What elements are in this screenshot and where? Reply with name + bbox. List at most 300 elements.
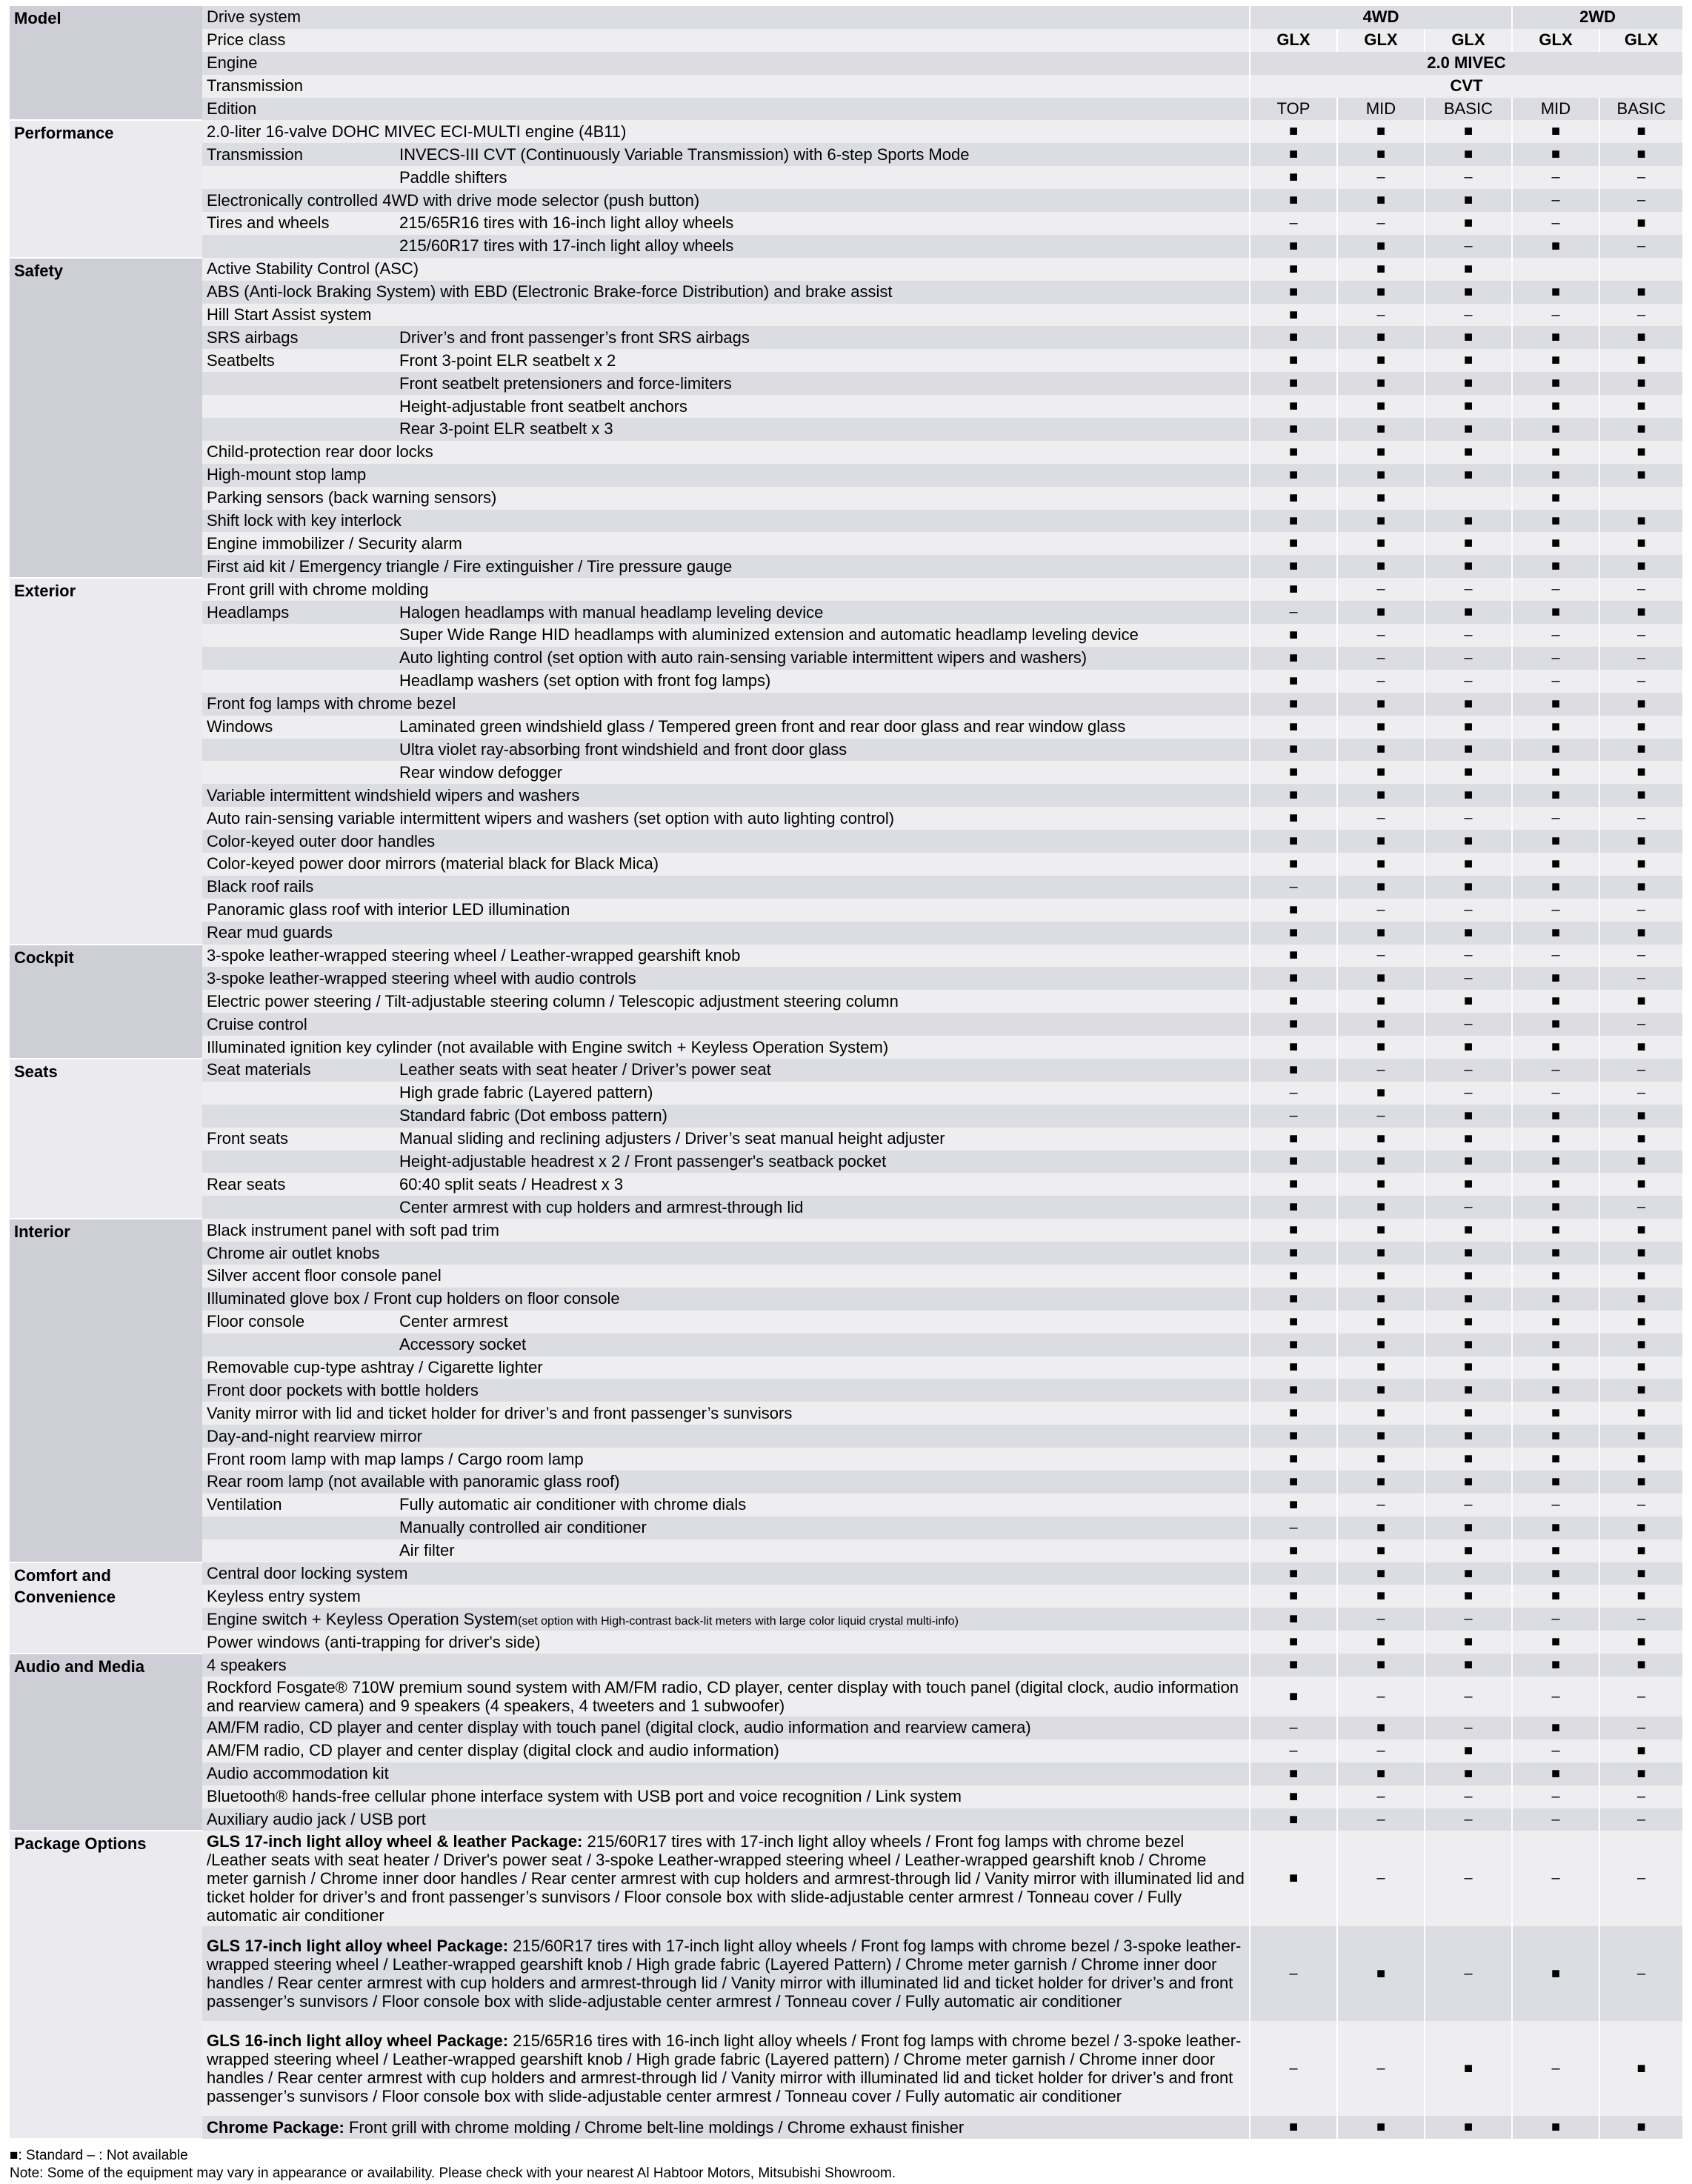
feature-name: Center armrest with cup holders and armrest-through lid bbox=[395, 1196, 1250, 1219]
availability-mark: – bbox=[1599, 1494, 1682, 1517]
spec-row bbox=[10, 555, 1682, 578]
spec-row bbox=[10, 830, 1682, 853]
availability-mark: ■ bbox=[1425, 510, 1512, 533]
availability-mark: ■ bbox=[1250, 1036, 1337, 1059]
availability-mark: ■ bbox=[1512, 853, 1599, 876]
availability-mark: ■ bbox=[1250, 487, 1337, 510]
availability-mark: ■ bbox=[1337, 830, 1425, 853]
feature-name: Leather seats with seat heater / Driver’s power seat bbox=[395, 1059, 1250, 1082]
availability-mark: ■ bbox=[1512, 510, 1599, 533]
feature-note: (set option with High-contrast back-lit meters with large color liquid crystal multi-info) bbox=[518, 1614, 959, 1628]
availability-mark: ■ bbox=[1337, 395, 1425, 418]
availability-mark: – bbox=[1599, 235, 1682, 258]
availability-mark: – bbox=[1425, 235, 1512, 258]
availability-mark: ■ bbox=[1425, 418, 1512, 441]
availability-mark: ■ bbox=[1250, 1562, 1337, 1585]
availability-mark bbox=[1599, 258, 1682, 281]
availability-mark: ■ bbox=[1512, 281, 1599, 304]
feature-name bbox=[202, 464, 1250, 487]
availability-mark: ■ bbox=[1599, 1585, 1682, 1608]
spec-row bbox=[10, 876, 1682, 899]
availability-mark: – bbox=[1250, 1105, 1337, 1128]
spec-row bbox=[10, 1311, 1682, 1334]
availability-mark: ■ bbox=[1337, 761, 1425, 784]
spec-row bbox=[10, 945, 1682, 968]
availability-mark: ■ bbox=[1250, 1808, 1337, 1831]
availability-mark: ■ bbox=[1599, 990, 1682, 1013]
feature-group bbox=[202, 1539, 395, 1562]
feature-group bbox=[202, 670, 395, 693]
availability-mark: – bbox=[1337, 624, 1425, 647]
feature-text: AM/FM radio, CD player and center display (digital clock and audio information) bbox=[207, 1741, 779, 1760]
feature-text: Rear room lamp (not available with panoramic glass roof) bbox=[207, 1472, 620, 1491]
feature-name bbox=[202, 1654, 1250, 1677]
availability-mark: ■ bbox=[1599, 1562, 1682, 1585]
availability-mark: ■ bbox=[1337, 1356, 1425, 1379]
availability-mark: ■ bbox=[1337, 922, 1425, 945]
feature-group bbox=[202, 235, 395, 258]
feature-name: Halogen headlamps with manual headlamp leveling device bbox=[395, 601, 1250, 624]
feature-name bbox=[202, 1717, 1250, 1739]
availability-mark: – bbox=[1425, 1082, 1512, 1105]
feature-name bbox=[202, 258, 1250, 281]
feature-name bbox=[202, 532, 1250, 555]
availability-mark: ■ bbox=[1337, 1471, 1425, 1494]
availability-mark: ■ bbox=[1337, 372, 1425, 395]
availability-mark: ■ bbox=[1250, 1762, 1337, 1785]
availability-mark: – bbox=[1250, 1926, 1337, 2021]
feature-group: Windows bbox=[202, 716, 395, 739]
availability-mark: ■ bbox=[1250, 578, 1337, 601]
availability-mark: – bbox=[1425, 166, 1512, 189]
availability-mark: ■ bbox=[1512, 922, 1599, 945]
availability-mark: ■ bbox=[1337, 1311, 1425, 1334]
feature-group: Front seats bbox=[202, 1128, 395, 1151]
availability-mark: ■ bbox=[1599, 372, 1682, 395]
availability-mark: ■ bbox=[1250, 922, 1337, 945]
availability-mark: ■ bbox=[1425, 441, 1512, 464]
availability-mark: ■ bbox=[1337, 693, 1425, 716]
spec-row bbox=[10, 990, 1682, 1013]
price-class: GLX bbox=[1599, 29, 1682, 52]
availability-mark: – bbox=[1425, 1926, 1512, 2021]
feature-text: Central door locking system bbox=[207, 1564, 408, 1582]
availability-mark: ■ bbox=[1337, 739, 1425, 762]
feature-text: Panoramic glass roof with interior LED illumination bbox=[207, 900, 570, 919]
availability-mark: ■ bbox=[1599, 1425, 1682, 1448]
feature-group bbox=[202, 1517, 395, 1539]
feature-group bbox=[202, 418, 395, 441]
spec-row bbox=[10, 1356, 1682, 1379]
package-title: Chrome Package: bbox=[207, 2118, 344, 2137]
availability-mark: – bbox=[1337, 1059, 1425, 1082]
availability-mark: ■ bbox=[1425, 326, 1512, 349]
availability-mark: ■ bbox=[1250, 670, 1337, 693]
availability-mark: – bbox=[1512, 1831, 1599, 1926]
availability-mark: ■ bbox=[1599, 2116, 1682, 2139]
availability-mark: – bbox=[1250, 1717, 1337, 1739]
availability-mark: ■ bbox=[1250, 1173, 1337, 1196]
feature-text: Illuminated ignition key cylinder (not available with Engine switch + Keyless Operation System) bbox=[207, 1037, 889, 1056]
availability-mark: ■ bbox=[1512, 555, 1599, 578]
availability-mark: ■ bbox=[1512, 1539, 1599, 1562]
availability-mark: – bbox=[1512, 1677, 1599, 1717]
feature-text: Child-protection rear door locks bbox=[207, 442, 433, 462]
feature-name bbox=[202, 1808, 1250, 1831]
feature-text: Removable cup-type ashtray / Cigarette lighter bbox=[207, 1357, 543, 1376]
availability-mark: ■ bbox=[1512, 418, 1599, 441]
availability-mark: – bbox=[1512, 189, 1599, 212]
drive-4wd-header: 4WD bbox=[1250, 6, 1512, 29]
feature-group bbox=[202, 372, 395, 395]
availability-mark: – bbox=[1337, 166, 1425, 189]
availability-mark: ■ bbox=[1512, 1517, 1599, 1539]
availability-mark: ■ bbox=[1599, 784, 1682, 807]
feature-name: Ultra violet ray-absorbing front windshield and front door glass bbox=[395, 739, 1250, 762]
availability-mark: ■ bbox=[1512, 739, 1599, 762]
availability-mark: – bbox=[1512, 304, 1599, 327]
spec-row bbox=[10, 761, 1682, 784]
header-row-price bbox=[10, 29, 1682, 52]
availability-mark: ■ bbox=[1425, 1242, 1512, 1265]
package-text: 215/65R16 tires with 16-inch light alloy wheels / Front fog lamps with chrome bezel / 3-spoke leather-wrapped steering wheel / Leather-wrapped gearshift knob / High grade fabric (Layered pattern) / Chrome meter garnish / Chrome inner door handles / Rear center armrest with cup holders and armrest-through lid / Vanity mirror with illuminated lid and ticket holder for driver’s and front passenger’s sunvisors / Floor console box with slide-adjustable center armrest / Tonneau cover / Fully automatic air conditioner bbox=[207, 2031, 1242, 2106]
spec-row bbox=[10, 441, 1682, 464]
package-description bbox=[202, 1926, 1250, 2021]
availability-mark: ■ bbox=[1425, 601, 1512, 624]
section-label: Cockpit bbox=[10, 945, 202, 1059]
spec-row bbox=[10, 1677, 1682, 1717]
feature-name bbox=[202, 967, 1250, 990]
availability-mark: ■ bbox=[1512, 1402, 1599, 1425]
feature-text: Silver accent floor console panel bbox=[207, 1266, 442, 1285]
availability-mark: – bbox=[1599, 1808, 1682, 1831]
feature-text: Parking sensors (back warning sensors) bbox=[207, 488, 497, 507]
feature-text: Auto rain-sensing variable intermittent wipers and washers (set option with auto lighting control) bbox=[207, 808, 895, 828]
availability-mark: ■ bbox=[1512, 395, 1599, 418]
feature-group bbox=[202, 1082, 395, 1105]
availability-mark: – bbox=[1337, 807, 1425, 830]
spec-row bbox=[10, 1242, 1682, 1265]
availability-mark: ■ bbox=[1425, 1356, 1512, 1379]
availability-mark: ■ bbox=[1337, 281, 1425, 304]
availability-mark: – bbox=[1512, 647, 1599, 670]
availability-mark: ■ bbox=[1250, 372, 1337, 395]
feature-name bbox=[202, 1562, 1250, 1585]
feature-text: Auxiliary audio jack / USB port bbox=[207, 1810, 426, 1829]
feature-name: 215/65R16 tires with 16-inch light alloy wheels bbox=[395, 212, 1250, 235]
availability-mark: – bbox=[1599, 1785, 1682, 1808]
availability-mark: ■ bbox=[1599, 281, 1682, 304]
spec-sheet bbox=[10, 6, 1682, 2140]
availability-mark: ■ bbox=[1512, 1334, 1599, 1356]
availability-mark: ■ bbox=[1599, 876, 1682, 899]
availability-mark: ■ bbox=[1425, 464, 1512, 487]
footer bbox=[10, 2147, 896, 2183]
availability-mark: ■ bbox=[1337, 441, 1425, 464]
feature-name bbox=[202, 1631, 1250, 1654]
availability-mark: – bbox=[1337, 1494, 1425, 1517]
availability-mark: – bbox=[1599, 967, 1682, 990]
availability-mark: ■ bbox=[1425, 1173, 1512, 1196]
spec-row bbox=[10, 1717, 1682, 1739]
feature-name bbox=[202, 120, 1250, 143]
availability-mark: – bbox=[1337, 1105, 1425, 1128]
availability-mark: ■ bbox=[1512, 830, 1599, 853]
availability-mark: ■ bbox=[1599, 853, 1682, 876]
header-row-engine bbox=[10, 52, 1682, 75]
availability-mark: ■ bbox=[1250, 304, 1337, 327]
availability-mark: ■ bbox=[1337, 1036, 1425, 1059]
availability-mark: ■ bbox=[1512, 464, 1599, 487]
feature-name: Auto lighting control (set option with auto rain-sensing variable intermittent wipers and washers) bbox=[395, 647, 1250, 670]
availability-mark: ■ bbox=[1512, 532, 1599, 555]
feature-name: Accessory socket bbox=[395, 1334, 1250, 1356]
availability-mark: – bbox=[1425, 1608, 1512, 1631]
availability-mark: – bbox=[1337, 1831, 1425, 1926]
spec-row bbox=[10, 1128, 1682, 1151]
availability-mark: ■ bbox=[1599, 395, 1682, 418]
availability-mark: – bbox=[1250, 212, 1337, 235]
availability-mark: ■ bbox=[1337, 1196, 1425, 1219]
availability-mark: ■ bbox=[1425, 693, 1512, 716]
availability-mark: ■ bbox=[1512, 1762, 1599, 1785]
availability-mark bbox=[1425, 487, 1512, 510]
availability-mark: ■ bbox=[1599, 1356, 1682, 1379]
spec-row bbox=[10, 189, 1682, 212]
availability-mark: ■ bbox=[1337, 784, 1425, 807]
availability-mark: ■ bbox=[1425, 1334, 1512, 1356]
availability-mark: ■ bbox=[1425, 1265, 1512, 1288]
availability-mark: – bbox=[1512, 2021, 1599, 2116]
availability-mark: ■ bbox=[1337, 601, 1425, 624]
availability-mark: ■ bbox=[1250, 1471, 1337, 1494]
availability-mark: ■ bbox=[1250, 1288, 1337, 1311]
availability-mark: ■ bbox=[1599, 1265, 1682, 1288]
package-text: 215/60R17 tires with 17-inch light alloy wheels / Front fog lamps with chrome bezel / 3-spoke leather-wrapped steering wheel / Leather-wrapped gearshift knob / High grade fabric (Layered Pattern) / Chrome meter garnish / Chrome inner door handles / Rear center armrest with cup holders and armrest-through lid / Vanity mirror with illuminated lid and ticket holder for driver’s and front passenger’s sunvisors / Floor console box with slide-adjustable center armrest / Tonneau cover / Fully automatic air conditioner bbox=[207, 1937, 1242, 2011]
availability-mark: ■ bbox=[1250, 1677, 1337, 1717]
spec-row bbox=[10, 1539, 1682, 1562]
availability-mark: ■ bbox=[1599, 1288, 1682, 1311]
package-text: Front grill with chrome molding / Chrome belt-line moldings / Chrome exhaust finisher bbox=[344, 2118, 965, 2137]
availability-mark: ■ bbox=[1425, 853, 1512, 876]
availability-mark: ■ bbox=[1337, 1219, 1425, 1242]
spec-row bbox=[10, 967, 1682, 990]
feature-group bbox=[202, 1151, 395, 1173]
availability-mark: ■ bbox=[1337, 1013, 1425, 1036]
header-row-label: Engine bbox=[202, 52, 1250, 75]
availability-mark: ■ bbox=[1599, 693, 1682, 716]
availability-mark: ■ bbox=[1425, 1739, 1512, 1762]
spec-row bbox=[10, 1739, 1682, 1762]
feature-text: 3-spoke leather-wrapped steering wheel / Leather-wrapped gearshift knob bbox=[207, 945, 741, 965]
spec-row bbox=[10, 1654, 1682, 1677]
availability-mark: ■ bbox=[1599, 532, 1682, 555]
availability-mark: ■ bbox=[1425, 1036, 1512, 1059]
availability-mark: – bbox=[1425, 578, 1512, 601]
availability-mark: ■ bbox=[1599, 1654, 1682, 1677]
availability-mark: ■ bbox=[1425, 1219, 1512, 1242]
section-label-model: Model bbox=[10, 6, 202, 120]
availability-mark: – bbox=[1599, 1677, 1682, 1717]
availability-mark: ■ bbox=[1599, 1036, 1682, 1059]
availability-mark: ■ bbox=[1250, 1334, 1337, 1356]
availability-mark: ■ bbox=[1512, 349, 1599, 372]
availability-mark: ■ bbox=[1512, 1425, 1599, 1448]
availability-mark: ■ bbox=[1599, 1219, 1682, 1242]
availability-mark: ■ bbox=[1337, 853, 1425, 876]
availability-mark: ■ bbox=[1512, 1448, 1599, 1471]
availability-mark: – bbox=[1425, 899, 1512, 922]
spec-row bbox=[10, 510, 1682, 533]
feature-text: Variable intermittent windshield wipers and washers bbox=[207, 785, 580, 805]
availability-mark: ■ bbox=[1512, 1036, 1599, 1059]
spec-row bbox=[10, 1219, 1682, 1242]
availability-mark: – bbox=[1425, 304, 1512, 327]
availability-mark: ■ bbox=[1337, 876, 1425, 899]
transmission-value: CVT bbox=[1250, 75, 1682, 98]
availability-mark: ■ bbox=[1337, 235, 1425, 258]
spec-row bbox=[10, 143, 1682, 166]
package-row bbox=[10, 1926, 1682, 2021]
package-title: GLS 17-inch light alloy wheel Package: bbox=[207, 1937, 509, 1956]
feature-name bbox=[202, 189, 1250, 212]
feature-name: Front seatbelt pretensioners and force-limiters bbox=[395, 372, 1250, 395]
availability-mark: ■ bbox=[1425, 739, 1512, 762]
availability-mark: ■ bbox=[1337, 258, 1425, 281]
feature-name bbox=[202, 441, 1250, 464]
feature-name: Rear 3-point ELR seatbelt x 3 bbox=[395, 418, 1250, 441]
availability-mark: ■ bbox=[1512, 1219, 1599, 1242]
availability-mark: ■ bbox=[1512, 1128, 1599, 1151]
feature-name bbox=[202, 1013, 1250, 1036]
availability-mark: ■ bbox=[1512, 1356, 1599, 1379]
feature-name: Super Wide Range HID headlamps with aluminized extension and automatic headlamp leveling device bbox=[395, 624, 1250, 647]
availability-mark: ■ bbox=[1599, 1402, 1682, 1425]
spec-row bbox=[10, 807, 1682, 830]
availability-mark: ■ bbox=[1337, 1448, 1425, 1471]
availability-mark: ■ bbox=[1250, 418, 1337, 441]
feature-name: Height-adjustable front seatbelt anchors bbox=[395, 395, 1250, 418]
availability-mark: – bbox=[1512, 166, 1599, 189]
availability-mark: ■ bbox=[1250, 1219, 1337, 1242]
availability-mark: ■ bbox=[1337, 1717, 1425, 1739]
feature-name: Fully automatic air conditioner with chrome dials bbox=[395, 1494, 1250, 1517]
feature-text: Front room lamp with map lamps / Cargo room lamp bbox=[207, 1449, 584, 1468]
availability-mark: ■ bbox=[1337, 120, 1425, 143]
availability-mark: ■ bbox=[1512, 1471, 1599, 1494]
feature-text: Engine immobilizer / Security alarm bbox=[207, 533, 462, 553]
edition: BASIC bbox=[1425, 98, 1512, 121]
availability-mark: ■ bbox=[1512, 1173, 1599, 1196]
availability-mark: ■ bbox=[1337, 1288, 1425, 1311]
package-description bbox=[202, 2021, 1250, 2116]
feature-group bbox=[202, 761, 395, 784]
availability-mark: ■ bbox=[1250, 990, 1337, 1013]
availability-mark: – bbox=[1599, 670, 1682, 693]
availability-mark bbox=[1512, 258, 1599, 281]
spec-row bbox=[10, 1151, 1682, 1173]
edition: MID bbox=[1337, 98, 1425, 121]
availability-mark: ■ bbox=[1512, 1926, 1599, 2021]
feature-text: Keyless entry system bbox=[207, 1586, 361, 1605]
availability-mark: ■ bbox=[1425, 1539, 1512, 1562]
spec-row bbox=[10, 120, 1682, 143]
availability-mark: ■ bbox=[1250, 1151, 1337, 1173]
availability-mark: – bbox=[1599, 1059, 1682, 1082]
availability-mark: ■ bbox=[1337, 1425, 1425, 1448]
feature-name bbox=[202, 1402, 1250, 1425]
availability-mark: ■ bbox=[1250, 967, 1337, 990]
section-label: Safety bbox=[10, 258, 202, 578]
availability-mark: ■ bbox=[1599, 349, 1682, 372]
availability-mark: – bbox=[1512, 1494, 1599, 1517]
availability-mark: ■ bbox=[1337, 143, 1425, 166]
feature-name bbox=[202, 1739, 1250, 1762]
availability-mark: ■ bbox=[1512, 1265, 1599, 1288]
feature-text: Rear mud guards bbox=[207, 923, 333, 942]
feature-name bbox=[202, 304, 1250, 327]
spec-row bbox=[10, 1425, 1682, 1448]
availability-mark: ■ bbox=[1250, 1631, 1337, 1654]
availability-mark: – bbox=[1599, 647, 1682, 670]
feature-name bbox=[202, 693, 1250, 716]
availability-mark: ■ bbox=[1250, 1128, 1337, 1151]
engine-value: 2.0 MIVEC bbox=[1250, 52, 1682, 75]
availability-mark: – bbox=[1425, 1013, 1512, 1036]
availability-mark: ■ bbox=[1512, 1631, 1599, 1654]
edition: BASIC bbox=[1599, 98, 1682, 121]
edition: MID bbox=[1512, 98, 1599, 121]
availability-mark: – bbox=[1599, 1608, 1682, 1631]
availability-mark: ■ bbox=[1337, 1402, 1425, 1425]
availability-mark: ■ bbox=[1512, 1717, 1599, 1739]
availability-mark: – bbox=[1512, 1082, 1599, 1105]
availability-mark: ■ bbox=[1425, 1425, 1512, 1448]
availability-mark: ■ bbox=[1337, 1762, 1425, 1785]
availability-mark: ■ bbox=[1599, 1105, 1682, 1128]
availability-mark: ■ bbox=[1512, 1196, 1599, 1219]
availability-mark: ■ bbox=[1250, 1539, 1337, 1562]
availability-mark: ■ bbox=[1250, 1831, 1337, 1926]
availability-mark: ■ bbox=[1250, 807, 1337, 830]
availability-mark: ■ bbox=[1512, 876, 1599, 899]
availability-mark: ■ bbox=[1337, 1926, 1425, 2021]
availability-mark: ■ bbox=[1337, 349, 1425, 372]
availability-mark: – bbox=[1599, 304, 1682, 327]
package-title: GLS 17-inch light alloy wheel & leather Package: bbox=[207, 1832, 583, 1851]
availability-mark: ■ bbox=[1599, 120, 1682, 143]
feature-text: Electric power steering / Tilt-adjustable steering column / Telescopic adjustment steering column bbox=[207, 991, 899, 1011]
availability-mark: – bbox=[1425, 1059, 1512, 1082]
feature-text: Black instrument panel with soft pad trim bbox=[207, 1220, 499, 1239]
availability-mark: ■ bbox=[1425, 258, 1512, 281]
feature-text: Electronically controlled 4WD with drive mode selector (push button) bbox=[207, 190, 700, 210]
availability-mark: ■ bbox=[1250, 555, 1337, 578]
availability-mark: ■ bbox=[1337, 967, 1425, 990]
availability-mark: – bbox=[1337, 647, 1425, 670]
feature-name bbox=[202, 876, 1250, 899]
availability-mark: – bbox=[1512, 807, 1599, 830]
header-row-drive bbox=[10, 6, 1682, 29]
availability-mark: ■ bbox=[1337, 1585, 1425, 1608]
spec-row bbox=[10, 1608, 1682, 1631]
availability-mark: ■ bbox=[1512, 1654, 1599, 1677]
availability-mark: – bbox=[1337, 1677, 1425, 1717]
availability-mark: ■ bbox=[1337, 1654, 1425, 1677]
availability-mark: ■ bbox=[1250, 647, 1337, 670]
feature-name bbox=[202, 510, 1250, 533]
availability-mark: ■ bbox=[1337, 555, 1425, 578]
